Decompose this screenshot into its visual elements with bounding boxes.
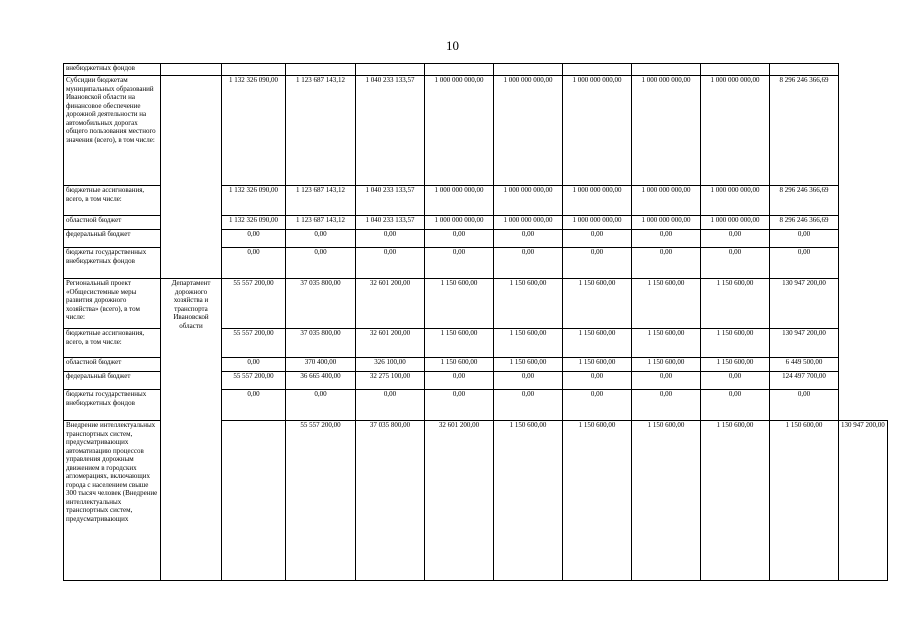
value-cell: 1 150 600,00: [701, 358, 770, 372]
value-cell: 1 150 600,00: [632, 279, 701, 329]
value-cell: 0,00: [286, 248, 356, 279]
value-cell: 0,00: [425, 248, 494, 279]
value-cell: 1 150 600,00: [494, 279, 563, 329]
budget-table: [63, 63, 888, 581]
value-cell: 0,00: [494, 390, 563, 421]
value-cell: 0,00: [222, 248, 286, 279]
value-cell: 0,00: [632, 248, 701, 279]
value-cell: 55 557 200,00: [222, 279, 286, 329]
value-cell: [563, 64, 632, 76]
value-cell: 0,00: [701, 390, 770, 421]
value-cell: 0,00: [494, 248, 563, 279]
value-cell: 1 000 000 000,00: [563, 216, 632, 230]
value-cell: 1 123 687 143,12: [286, 186, 356, 216]
value-cell: 1 000 000 000,00: [632, 216, 701, 230]
value-cell: 0,00: [632, 372, 701, 390]
value-cell: 1 123 687 143,12: [286, 76, 356, 186]
value-cell: [286, 64, 356, 76]
value-cell: 1 150 600,00: [563, 358, 632, 372]
value-cell: [356, 64, 425, 76]
value-cell: 0,00: [356, 230, 425, 248]
value-cell: 1 150 600,00: [425, 358, 494, 372]
row-label: областной бюджет: [64, 216, 161, 230]
value-cell: 1 000 000 000,00: [425, 216, 494, 230]
value-cell: 37 035 800,00: [356, 421, 425, 581]
value-cell: [425, 64, 494, 76]
value-cell: 0,00: [286, 230, 356, 248]
value-cell: 0,00: [632, 230, 701, 248]
value-cell: 130 947 200,00: [839, 421, 888, 581]
value-cell: 37 035 800,00: [286, 279, 356, 329]
value-cell: 1 150 600,00: [563, 279, 632, 329]
value-cell: 1 132 326 090,00: [222, 186, 286, 216]
value-cell: 0,00: [770, 248, 839, 279]
value-cell: 124 497 700,00: [770, 372, 839, 390]
value-cell: 1 040 233 133,57: [356, 216, 425, 230]
executor-cell: Департамент дорожного хозяйства и транспорта Ивановской области: [161, 279, 222, 581]
value-cell: 1 000 000 000,00: [701, 186, 770, 216]
value-cell: 8 296 246 366,69: [770, 76, 839, 186]
value-cell: 1 000 000 000,00: [494, 216, 563, 230]
executor-cell: [161, 76, 222, 279]
value-cell: 0,00: [222, 358, 286, 372]
value-cell: 6 449 500,00: [770, 358, 839, 372]
value-cell: [701, 64, 770, 76]
value-cell: 55 557 200,00: [222, 372, 286, 390]
value-cell: 1 000 000 000,00: [563, 76, 632, 186]
value-cell: 0,00: [222, 230, 286, 248]
value-cell: 32 275 100,00: [356, 372, 425, 390]
value-cell: [494, 64, 563, 76]
value-cell: 1 132 326 090,00: [222, 216, 286, 230]
value-cell: 0,00: [701, 230, 770, 248]
empty-cell: [222, 64, 286, 76]
value-cell: 1 150 600,00: [494, 421, 563, 581]
value-cell: 0,00: [770, 230, 839, 248]
value-cell: 1 150 600,00: [701, 279, 770, 329]
value-cell: 0,00: [425, 372, 494, 390]
value-cell: 1 000 000 000,00: [425, 186, 494, 216]
row-label: Субсидии бюджетам муниципальных образований Ивановской области на финансовое обеспечение дорожной деятельности на автомобильных дорогах общего пользования местного значения (всего), в том числе:: [64, 76, 161, 186]
value-cell: 1 040 233 133,57: [356, 186, 425, 216]
value-cell: 0,00: [770, 390, 839, 421]
value-cell: 1 150 600,00: [701, 421, 770, 581]
value-cell: 1 000 000 000,00: [425, 76, 494, 186]
value-cell: 1 150 600,00: [770, 421, 839, 581]
value-cell: 0,00: [563, 230, 632, 248]
value-cell: 0,00: [494, 372, 563, 390]
value-cell: 370 400,00: [286, 358, 356, 372]
table-row: [64, 279, 888, 329]
value-cell: 130 947 200,00: [770, 329, 839, 358]
value-cell: 1 000 000 000,00: [701, 216, 770, 230]
value-cell: [632, 64, 701, 76]
value-cell: 1 000 000 000,00: [632, 76, 701, 186]
row-label: Региональный проект «Общесистемные меры развития дорожного хозяйства» (всего), в том числе:: [64, 279, 161, 329]
value-cell: 1 150 600,00: [425, 279, 494, 329]
value-cell: 1 150 600,00: [494, 329, 563, 358]
value-cell: 32 601 200,00: [425, 421, 494, 581]
value-cell: 0,00: [701, 248, 770, 279]
value-cell: 1 000 000 000,00: [563, 186, 632, 216]
value-cell: 1 000 000 000,00: [701, 76, 770, 186]
value-cell: 0,00: [286, 390, 356, 421]
executor-cell: [161, 64, 222, 76]
value-cell: 0,00: [356, 248, 425, 279]
value-cell: 1 150 600,00: [632, 421, 701, 581]
row-label: бюджеты государственных внебюджетных фондов: [64, 390, 161, 421]
value-cell: 1 150 600,00: [494, 358, 563, 372]
value-cell: 1 000 000 000,00: [494, 76, 563, 186]
value-cell: 1 150 600,00: [632, 358, 701, 372]
value-cell: [770, 64, 839, 76]
value-cell: 1 150 600,00: [425, 329, 494, 358]
value-cell: 0,00: [222, 390, 286, 421]
value-cell: 37 035 800,00: [286, 329, 356, 358]
value-cell: 1 123 687 143,12: [286, 216, 356, 230]
value-cell: 1 132 326 090,00: [222, 76, 286, 186]
value-cell: 0,00: [563, 372, 632, 390]
value-cell: 0,00: [563, 390, 632, 421]
value-cell: 32 601 200,00: [356, 279, 425, 329]
value-cell: 8 296 246 366,69: [770, 216, 839, 230]
value-cell: 1 040 233 133,57: [356, 76, 425, 186]
value-cell: 0,00: [425, 230, 494, 248]
value-cell: 8 296 246 366,69: [770, 186, 839, 216]
value-cell: 36 665 400,00: [286, 372, 356, 390]
value-cell: 1 000 000 000,00: [632, 186, 701, 216]
table-row: [64, 64, 888, 76]
value-cell: 32 601 200,00: [356, 329, 425, 358]
row-label: федеральный бюджет: [64, 372, 161, 390]
value-cell: 1 150 600,00: [632, 329, 701, 358]
value-cell: 0,00: [425, 390, 494, 421]
row-label: областной бюджет: [64, 358, 161, 372]
value-cell: 0,00: [632, 390, 701, 421]
value-cell: 130 947 200,00: [770, 279, 839, 329]
row-label: Внедрение интеллектуальных транспортных систем, предусматривающих автоматизацию процессов управления дорожным движением в городских агломерациях, включающих города с населением свыше 300 тысяч человек (Внедрение интеллектуальных транспортных систем, предусматривающих: [64, 421, 161, 581]
page-number: 10: [446, 38, 459, 53]
row-label: внебюджетных фондов: [64, 64, 161, 76]
value-cell: 1 000 000 000,00: [494, 186, 563, 216]
value-cell: 0,00: [563, 248, 632, 279]
row-label: бюджетные ассигнования, всего, в том числе:: [64, 329, 161, 358]
value-cell: 1 150 600,00: [563, 329, 632, 358]
executor-cell: [222, 421, 286, 581]
row-label: бюджеты государственных внебюджетных фондов: [64, 248, 161, 279]
row-label: федеральный бюджет: [64, 230, 161, 248]
row-label: бюджетные ассигнования, всего, в том числе:: [64, 186, 161, 216]
value-cell: 1 150 600,00: [701, 329, 770, 358]
value-cell: 0,00: [494, 230, 563, 248]
value-cell: 0,00: [701, 372, 770, 390]
value-cell: 55 557 200,00: [222, 329, 286, 358]
value-cell: 326 100,00: [356, 358, 425, 372]
table-row: [64, 76, 888, 186]
value-cell: 1 150 600,00: [563, 421, 632, 581]
value-cell: 55 557 200,00: [286, 421, 356, 581]
value-cell: 0,00: [356, 390, 425, 421]
